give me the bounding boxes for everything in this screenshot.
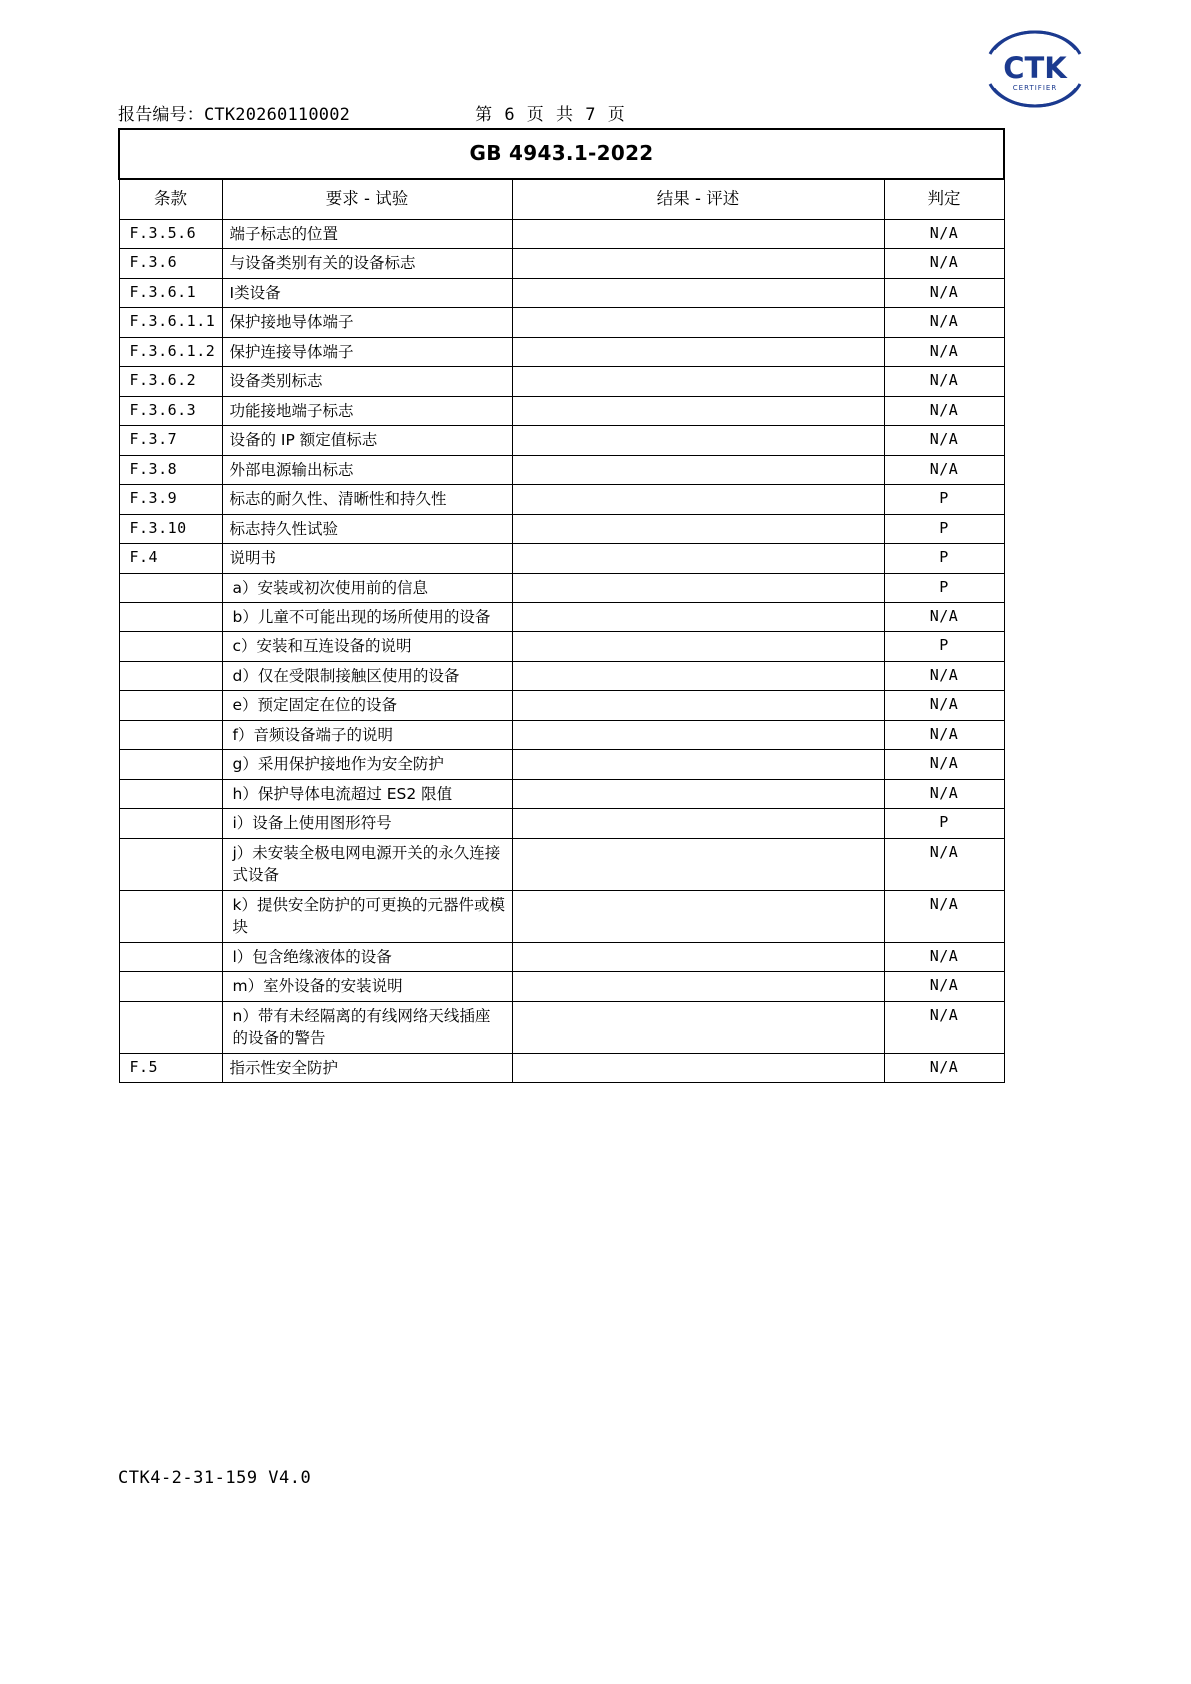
cell-result xyxy=(512,396,884,425)
cell-clause xyxy=(119,1001,222,1053)
cell-clause xyxy=(119,890,222,942)
standard-title: GB 4943.1-2022 xyxy=(119,129,1004,179)
cell-clause: F.4 xyxy=(119,544,222,573)
cell-clause: F.3.6.1.2 xyxy=(119,337,222,366)
cell-result xyxy=(512,779,884,808)
cell-requirement: 保护接地导体端子 xyxy=(222,308,512,337)
cell-requirement: b）儿童不可能出现的场所使用的设备 xyxy=(222,603,512,632)
cell-result xyxy=(512,661,884,690)
cell-requirement: i）设备上使用图形符号 xyxy=(222,809,512,838)
cell-result xyxy=(512,337,884,366)
cell-verdict: N/A xyxy=(884,337,1004,366)
table-row xyxy=(119,396,1004,425)
svg-text:CTK: CTK xyxy=(1003,51,1067,85)
cell-clause xyxy=(119,972,222,1001)
table-row xyxy=(119,426,1004,455)
cell-verdict: N/A xyxy=(884,890,1004,942)
table-row xyxy=(119,632,1004,661)
page-number: 第 6 页 共 7 页 xyxy=(475,105,626,125)
cell-result xyxy=(512,514,884,543)
cell-result xyxy=(512,632,884,661)
table-row xyxy=(119,603,1004,632)
ctk-logo xyxy=(975,28,1095,110)
cell-result xyxy=(512,573,884,602)
cell-clause: F.3.10 xyxy=(119,514,222,543)
cell-requirement: m）室外设备的安装说明 xyxy=(222,972,512,1001)
cell-result xyxy=(512,455,884,484)
cell-clause xyxy=(119,573,222,602)
cell-clause xyxy=(119,720,222,749)
cell-clause xyxy=(119,603,222,632)
cell-requirement: g）采用保护接地作为安全防护 xyxy=(222,750,512,779)
cell-result xyxy=(512,1001,884,1053)
cell-clause xyxy=(119,661,222,690)
column-header-result: 结果 - 评述 xyxy=(512,179,884,219)
table-row xyxy=(119,1053,1004,1082)
cell-clause: F.3.6.1 xyxy=(119,278,222,307)
cell-verdict: P xyxy=(884,632,1004,661)
cell-verdict: N/A xyxy=(884,278,1004,307)
cell-verdict: N/A xyxy=(884,1001,1004,1053)
cell-clause: F.3.6.1.1 xyxy=(119,308,222,337)
cell-requirement: 说明书 xyxy=(222,544,512,573)
table-row xyxy=(119,838,1004,890)
cell-clause: F.3.6.2 xyxy=(119,367,222,396)
table-row xyxy=(119,573,1004,602)
cell-result xyxy=(512,308,884,337)
table-row xyxy=(119,308,1004,337)
cell-verdict: N/A xyxy=(884,219,1004,248)
cell-requirement: j）未安装全极电网电源开关的永久连接式设备 xyxy=(222,838,512,890)
cell-result xyxy=(512,809,884,838)
cell-verdict: N/A xyxy=(884,396,1004,425)
table-row xyxy=(119,544,1004,573)
cell-requirement: 设备类别标志 xyxy=(222,367,512,396)
cell-requirement: k）提供安全防护的可更换的元器件或模块 xyxy=(222,890,512,942)
cell-verdict: N/A xyxy=(884,1053,1004,1082)
table-title-row xyxy=(119,129,1004,179)
cell-clause: F.3.8 xyxy=(119,455,222,484)
table-row xyxy=(119,779,1004,808)
cell-result xyxy=(512,278,884,307)
report-number: 报告编号：CTK20260110002 xyxy=(118,105,351,125)
cell-clause: F.3.9 xyxy=(119,485,222,514)
test-report-table xyxy=(118,128,1005,1083)
cell-verdict: P xyxy=(884,485,1004,514)
cell-verdict: N/A xyxy=(884,661,1004,690)
svg-text:CERTIFIER: CERTIFIER xyxy=(1012,84,1058,92)
cell-requirement: f）音频设备端子的说明 xyxy=(222,720,512,749)
table-row xyxy=(119,367,1004,396)
cell-result xyxy=(512,691,884,720)
cell-verdict: N/A xyxy=(884,942,1004,971)
table-row xyxy=(119,720,1004,749)
cell-result xyxy=(512,838,884,890)
cell-requirement: d）仅在受限制接触区使用的设备 xyxy=(222,661,512,690)
table-row xyxy=(119,1001,1004,1053)
cell-result xyxy=(512,367,884,396)
cell-result xyxy=(512,544,884,573)
cell-clause: F.3.7 xyxy=(119,426,222,455)
cell-clause xyxy=(119,942,222,971)
cell-requirement: 外部电源输出标志 xyxy=(222,455,512,484)
cell-result xyxy=(512,219,884,248)
cell-clause xyxy=(119,632,222,661)
table-row xyxy=(119,942,1004,971)
cell-verdict: N/A xyxy=(884,691,1004,720)
cell-result xyxy=(512,972,884,1001)
cell-clause xyxy=(119,838,222,890)
cell-result xyxy=(512,603,884,632)
cell-verdict: P xyxy=(884,573,1004,602)
table-header-row xyxy=(119,179,1004,219)
cell-verdict: N/A xyxy=(884,603,1004,632)
column-header-requirement: 要求 - 试验 xyxy=(222,179,512,219)
cell-requirement: Ⅰ类设备 xyxy=(222,278,512,307)
table-row xyxy=(119,691,1004,720)
cell-clause xyxy=(119,750,222,779)
cell-requirement: 与设备类别有关的设备标志 xyxy=(222,249,512,278)
cell-verdict: N/A xyxy=(884,455,1004,484)
footer-doc-code: CTK4-2-31-159 V4.0 xyxy=(118,1468,312,1488)
cell-verdict: N/A xyxy=(884,779,1004,808)
table-row xyxy=(119,514,1004,543)
cell-result xyxy=(512,249,884,278)
cell-requirement: 标志持久性试验 xyxy=(222,514,512,543)
cell-verdict: N/A xyxy=(884,720,1004,749)
table-row xyxy=(119,809,1004,838)
cell-result xyxy=(512,942,884,971)
cell-requirement: n）带有未经隔离的有线网络天线插座的设备的警告 xyxy=(222,1001,512,1053)
cell-verdict: N/A xyxy=(884,750,1004,779)
cell-requirement: 设备的 IP 额定值标志 xyxy=(222,426,512,455)
cell-verdict: N/A xyxy=(884,308,1004,337)
cell-requirement: 标志的耐久性、清晰性和持久性 xyxy=(222,485,512,514)
cell-verdict: N/A xyxy=(884,838,1004,890)
cell-verdict: N/A xyxy=(884,367,1004,396)
cell-clause xyxy=(119,779,222,808)
table-row xyxy=(119,249,1004,278)
cell-requirement: l）包含绝缘液体的设备 xyxy=(222,942,512,971)
cell-result xyxy=(512,720,884,749)
table-row xyxy=(119,972,1004,1001)
cell-verdict: P xyxy=(884,809,1004,838)
cell-verdict: N/A xyxy=(884,426,1004,455)
cell-clause: F.3.6.3 xyxy=(119,396,222,425)
column-header-clause: 条款 xyxy=(119,179,222,219)
cell-requirement: 指示性安全防护 xyxy=(222,1053,512,1082)
cell-requirement: 功能接地端子标志 xyxy=(222,396,512,425)
cell-verdict: P xyxy=(884,544,1004,573)
cell-verdict: N/A xyxy=(884,972,1004,1001)
cell-result xyxy=(512,485,884,514)
table-row xyxy=(119,455,1004,484)
cell-requirement: 端子标志的位置 xyxy=(222,219,512,248)
table-row xyxy=(119,278,1004,307)
table-row xyxy=(119,219,1004,248)
cell-clause: F.3.5.6 xyxy=(119,219,222,248)
cell-requirement: h）保护导体电流超过 ES2 限值 xyxy=(222,779,512,808)
table-row xyxy=(119,661,1004,690)
cell-verdict: N/A xyxy=(884,249,1004,278)
cell-clause: F.5 xyxy=(119,1053,222,1082)
cell-clause: F.3.6 xyxy=(119,249,222,278)
cell-result xyxy=(512,426,884,455)
page-header xyxy=(118,100,1073,125)
cell-requirement: 保护连接导体端子 xyxy=(222,337,512,366)
cell-result xyxy=(512,750,884,779)
table-row xyxy=(119,485,1004,514)
cell-clause xyxy=(119,809,222,838)
cell-requirement: e）预定固定在位的设备 xyxy=(222,691,512,720)
cell-result xyxy=(512,1053,884,1082)
cell-requirement: a）安装或初次使用前的信息 xyxy=(222,573,512,602)
column-header-verdict: 判定 xyxy=(884,179,1004,219)
cell-clause xyxy=(119,691,222,720)
table-row xyxy=(119,890,1004,942)
cell-verdict: P xyxy=(884,514,1004,543)
cell-result xyxy=(512,890,884,942)
cell-requirement: c）安装和互连设备的说明 xyxy=(222,632,512,661)
table-row xyxy=(119,337,1004,366)
table-row xyxy=(119,750,1004,779)
